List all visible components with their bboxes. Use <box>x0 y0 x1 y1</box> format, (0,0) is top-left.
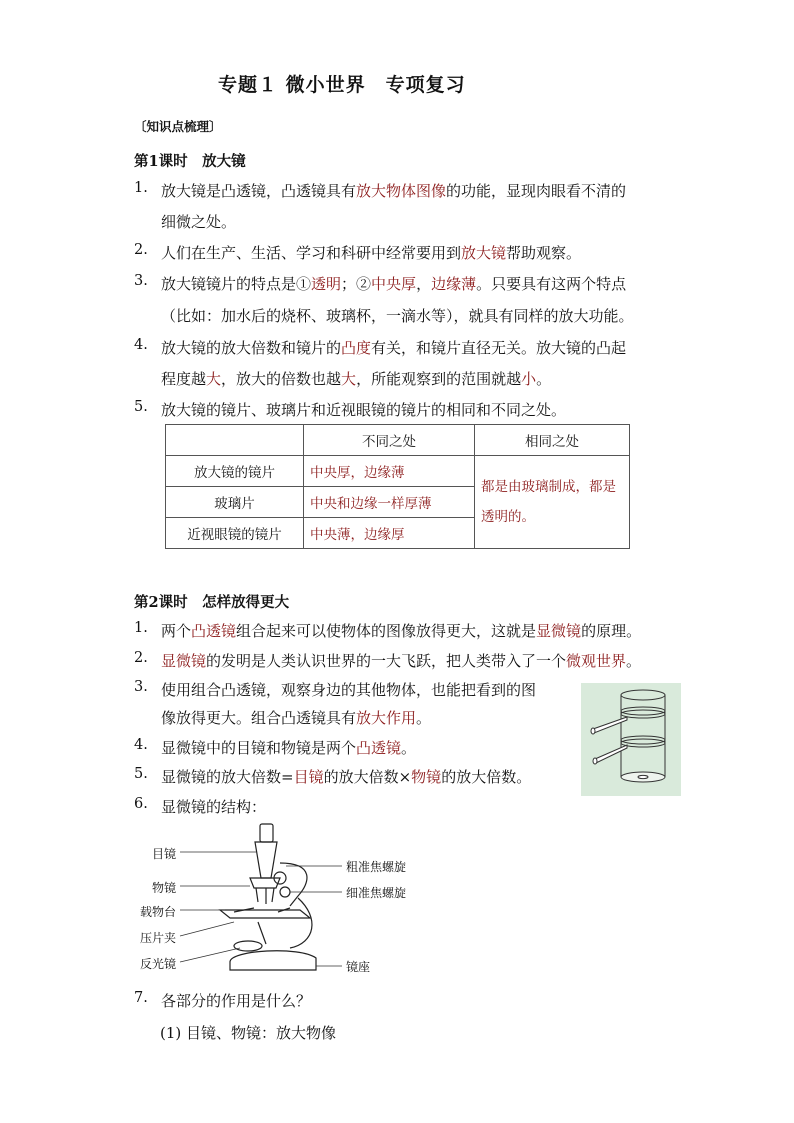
section-tag: 〔知识点梳理〕 <box>134 119 222 134</box>
body-text: ， <box>416 275 432 293</box>
body-text: 像放得更大。组合凸透镜具有 <box>161 709 357 727</box>
body-text: 显微镜的结构： <box>161 798 267 816</box>
body-text: 显微镜中的目镜和物镜是两个 <box>161 739 357 757</box>
body-text: 的功能，显现肉眼看不清的 <box>446 182 627 200</box>
highlight-text: 中央厚 <box>371 275 417 293</box>
list-number: 1. <box>134 620 148 636</box>
body-text: 。只要具有这两个特点 <box>476 275 627 293</box>
body-text: 显微镜的放大倍数= <box>161 768 294 786</box>
highlight-text: 大 <box>206 370 222 388</box>
list-number: 3. <box>134 273 148 289</box>
body-text: 的放大倍数× <box>323 768 412 786</box>
body-text: 的放大倍数。 <box>441 768 532 786</box>
label-stage: 载物台 <box>140 905 177 919</box>
table-header-same: 相同之处 <box>475 425 630 456</box>
label-eyepiece: 目镜 <box>152 847 177 861</box>
highlight-text: 大 <box>341 370 357 388</box>
row-diff: 中央和边缘一样厚薄 <box>304 487 475 518</box>
table-row <box>166 456 630 487</box>
body-text: ，放大的倍数也越 <box>221 370 342 388</box>
body-text: 的发明是人类认识世界的一大飞跃，把人类带入了一个 <box>206 652 567 670</box>
highlight-text: 显微镜 <box>161 652 207 670</box>
sub-item-1: (1) 目镜、物镜：放大物像 <box>160 1024 337 1042</box>
list-item <box>161 337 626 358</box>
highlight-text: 凸透镜 <box>356 739 402 757</box>
label-fine-focus: 细准焦螺旋 <box>346 886 407 900</box>
body-text: 放大镜的放大倍数和镜片的 <box>161 339 342 357</box>
body-text: ；② <box>341 275 372 293</box>
highlight-text: 小 <box>521 370 537 388</box>
comparison-table <box>165 424 630 549</box>
row-name: 玻璃片 <box>166 487 304 518</box>
list-number: 3. <box>134 679 148 695</box>
list-item-continued <box>161 368 551 389</box>
label-objective: 物镜 <box>152 881 177 895</box>
row-name: 近视眼镜的镜片 <box>166 518 304 549</box>
list-number: 2. <box>134 242 148 258</box>
label-mirror: 反光镜 <box>140 957 177 971</box>
lesson1-heading: 第1课时 放大镜 <box>134 153 246 170</box>
body-text: 帮助观察。 <box>506 244 582 262</box>
body-text: 两个 <box>161 622 192 640</box>
body-text: 放大镜镜片的特点是① <box>161 275 312 293</box>
list-item-continued <box>161 707 431 728</box>
highlight-text: 显微镜 <box>536 622 582 640</box>
list-number: 4. <box>134 737 148 753</box>
list-item <box>161 796 266 817</box>
list-item <box>161 990 311 1011</box>
row-diff: 中央厚，边缘薄 <box>304 456 475 487</box>
label-base: 镜座 <box>346 960 371 974</box>
lens-tube-illustration <box>581 683 681 796</box>
highlight-text: 凸度 <box>341 339 372 357</box>
body-text: 各部分的作用是什么？ <box>161 992 312 1010</box>
highlight-text: 凸透镜 <box>191 622 237 640</box>
lesson2-heading: 第2课时 怎样放得更大 <box>134 594 290 611</box>
lens-tube-figure <box>581 683 681 796</box>
highlight-text: 放大镜 <box>461 244 507 262</box>
body-text: 放大镜的镜片、玻璃片和近视眼镜的镜片的相同和不同之处。 <box>161 401 567 419</box>
body-text: 放大镜是凸透镜，凸透镜具有 <box>161 182 357 200</box>
table-header-empty <box>166 425 304 456</box>
body-text: 使用组合凸透镜，观察身边的其他物体，也能把看到的图 <box>161 681 537 699</box>
list-item <box>161 766 531 787</box>
body-text: 有关，和镜片直径无关。放大镜的凸起 <box>371 339 627 357</box>
highlight-text: 物镜 <box>411 768 442 786</box>
row-name: 放大镜的镜片 <box>166 456 304 487</box>
list-item <box>161 273 626 294</box>
highlight-text: 目镜 <box>293 768 324 786</box>
list-item <box>161 399 566 420</box>
highlight-text: 放大物体图像 <box>356 182 447 200</box>
highlight-text: 放大作用 <box>356 709 417 727</box>
list-item <box>161 650 641 671</box>
body-text: 。 <box>536 370 552 388</box>
list-number: 7. <box>134 990 148 1006</box>
list-item <box>161 679 536 700</box>
list-item <box>161 737 416 758</box>
body-text: 组合起来可以使物体的图像放得更大，这就是 <box>236 622 537 640</box>
list-number: 5. <box>134 766 148 782</box>
list-number: 4. <box>134 337 148 353</box>
row-diff: 中央薄，边缘厚 <box>304 518 475 549</box>
body-text: 的原理。 <box>581 622 642 640</box>
highlight-text: 边缘薄 <box>431 275 477 293</box>
list-item <box>161 620 641 641</box>
row-same: 都是由玻璃制成，都是透明的。 <box>475 456 630 549</box>
highlight-text: 微观世界 <box>566 652 627 670</box>
list-number: 1. <box>134 180 148 196</box>
list-item-continued: 细微之处。 <box>161 213 237 231</box>
body-text: 。 <box>626 652 642 670</box>
highlight-text: 透明 <box>311 275 342 293</box>
body-text: ，所能观察到的范围就越 <box>356 370 522 388</box>
label-clip: 压片夹 <box>140 931 177 945</box>
body-text: 程度越 <box>161 370 207 388</box>
list-item-continued: （比如：加水后的烧杯、玻璃杯，一滴水等），就具有同样的放大功能。 <box>161 307 634 325</box>
list-item <box>161 180 626 201</box>
body-text: 。 <box>416 709 432 727</box>
body-text: 人们在生产、生活、学习和科研中经常要用到 <box>161 244 462 262</box>
label-coarse-focus: 粗准焦螺旋 <box>346 860 407 874</box>
table-header-diff: 不同之处 <box>304 425 475 456</box>
list-number: 6. <box>134 796 148 812</box>
body-text: 。 <box>401 739 417 757</box>
page-title: 专题１ 微小世界 专项复习 <box>218 74 466 96</box>
list-number: 5. <box>134 399 148 415</box>
list-number: 2. <box>134 650 148 666</box>
list-item <box>161 242 581 263</box>
